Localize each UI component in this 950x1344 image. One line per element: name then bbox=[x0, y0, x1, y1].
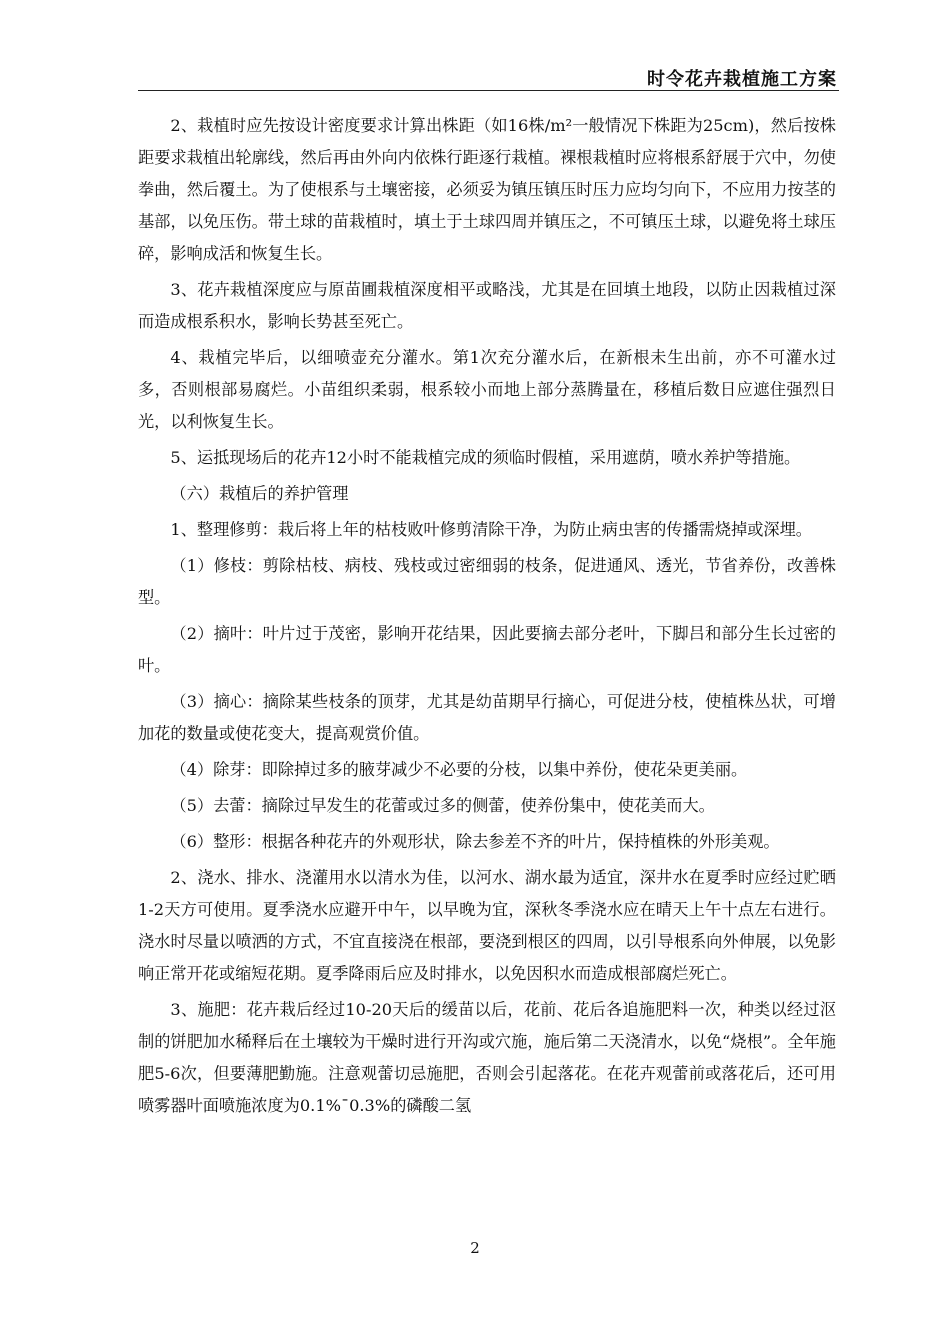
paragraph: 4、栽植完毕后，以细喷壶充分灌水。第1次充分灌水后，在新根未生出前，亦不可灌水过多，否则根部易腐烂。小苗组织柔弱，根系较小而地上部分蒸腾量在，移植后数日应遮住强烈日光，以利恢复生长。 bbox=[138, 348, 836, 431]
paragraph: （1）修枝：剪除枯枝、病枝、残枝或过密细弱的枝条，促进通风、透光，节省养份，改善株型。 bbox=[138, 556, 836, 607]
paragraph: 3、花卉栽植深度应与原苗圃栽植深度相平或略浅，尤其是在回填土地段，以防止因栽植过深而造成根系积水，影响长势甚至死亡。 bbox=[138, 280, 836, 331]
paragraph: 2、浇水、排水、浇灌用水以清水为佳，以河水、湖水最为适宜，深井水在夏季时应经过贮晒1-2天方可使用。夏季浇水应避开中午，以早晚为宜，深秋冬季浇水应在晴天上午十点左右进行。浇水时尽量以喷洒的方式，不宜直接浇在根部，要浇到根区的四周，以引导根系向外伸展，以免影响正常开花或缩短花期。夏季降雨后应及时排水，以免因积水而造成根部腐烂死亡。 bbox=[138, 868, 836, 983]
page-header bbox=[138, 62, 839, 91]
paragraph: 5、运抵现场后的花卉12小时不能栽植完成的须临时假植，采用遮荫，喷水养护等措施。 bbox=[170, 448, 801, 467]
paragraph: （4）除芽：即除掉过多的腋芽减少不必要的分枝，以集中养份，使花朵更美丽。 bbox=[170, 760, 748, 779]
paragraph: 2、栽植时应先按设计密度要求计算出株距（如16株/m²一般情况下株距为25cm)，然后按株距要求栽植出轮廓线，然后再由外向内依株行距逐行栽植。裸根栽植时应将根系舒展于穴中，勿使拳曲，然后覆土。为了使根系与土壤密接，必须妥为镇压镇压时压力应均匀向下，不应用力按茎的基部，以免压伤。带土球的苗栽植时，填土于土球四周并镇压之，不可镇压土球，以避免将土球压碎，影响成活和恢复生长。 bbox=[138, 116, 836, 263]
paragraph: 1、整理修剪：栽后将上年的枯枝败叶修剪清除干净，为防止病虫害的传播需烧掉或深埋。 bbox=[170, 520, 812, 539]
paragraph: （3）摘心：摘除某些枝条的顶芽，尤其是幼苗期早行摘心，可促进分枝，使植株丛状，可增加花的数量或使花变大，提高观赏价值。 bbox=[138, 692, 836, 743]
paragraph: 3、施肥：花卉栽后经过10-20天后的缓苗以后，花前、花后各追施肥料一次，种类以经过沤制的饼肥加水稀释后在土壤较为干燥时进行开沟或穴施，施后第二天浇清水，以免“烧根”。全年施肥5-6次，但要薄肥勤施。注意观蕾切忌施肥，否则会引起落花。在花卉观蕾前或落花后，还可用喷雾器叶面喷施浓度为0.1%¯0.3%的磷酸二氢 bbox=[138, 1000, 836, 1115]
paragraph: （6）整形：根据各种花卉的外观形状，除去参差不齐的叶片，保持植株的外形美观。 bbox=[170, 832, 780, 851]
document-body bbox=[138, 110, 836, 1126]
page-number: 2 bbox=[470, 1239, 480, 1257]
paragraph: （2）摘叶：叶片过于茂密，影响开花结果，因此要摘去部分老叶，下脚吕和部分生长过密的叶。 bbox=[138, 624, 836, 675]
paragraph: （5）去蕾：摘除过早发生的花蕾或过多的侧蕾，使养份集中，使花美而大。 bbox=[170, 796, 715, 815]
section-heading: （六）栽植后的养护管理 bbox=[170, 484, 349, 503]
document-title: 时令花卉栽植施工方案 bbox=[647, 69, 837, 90]
